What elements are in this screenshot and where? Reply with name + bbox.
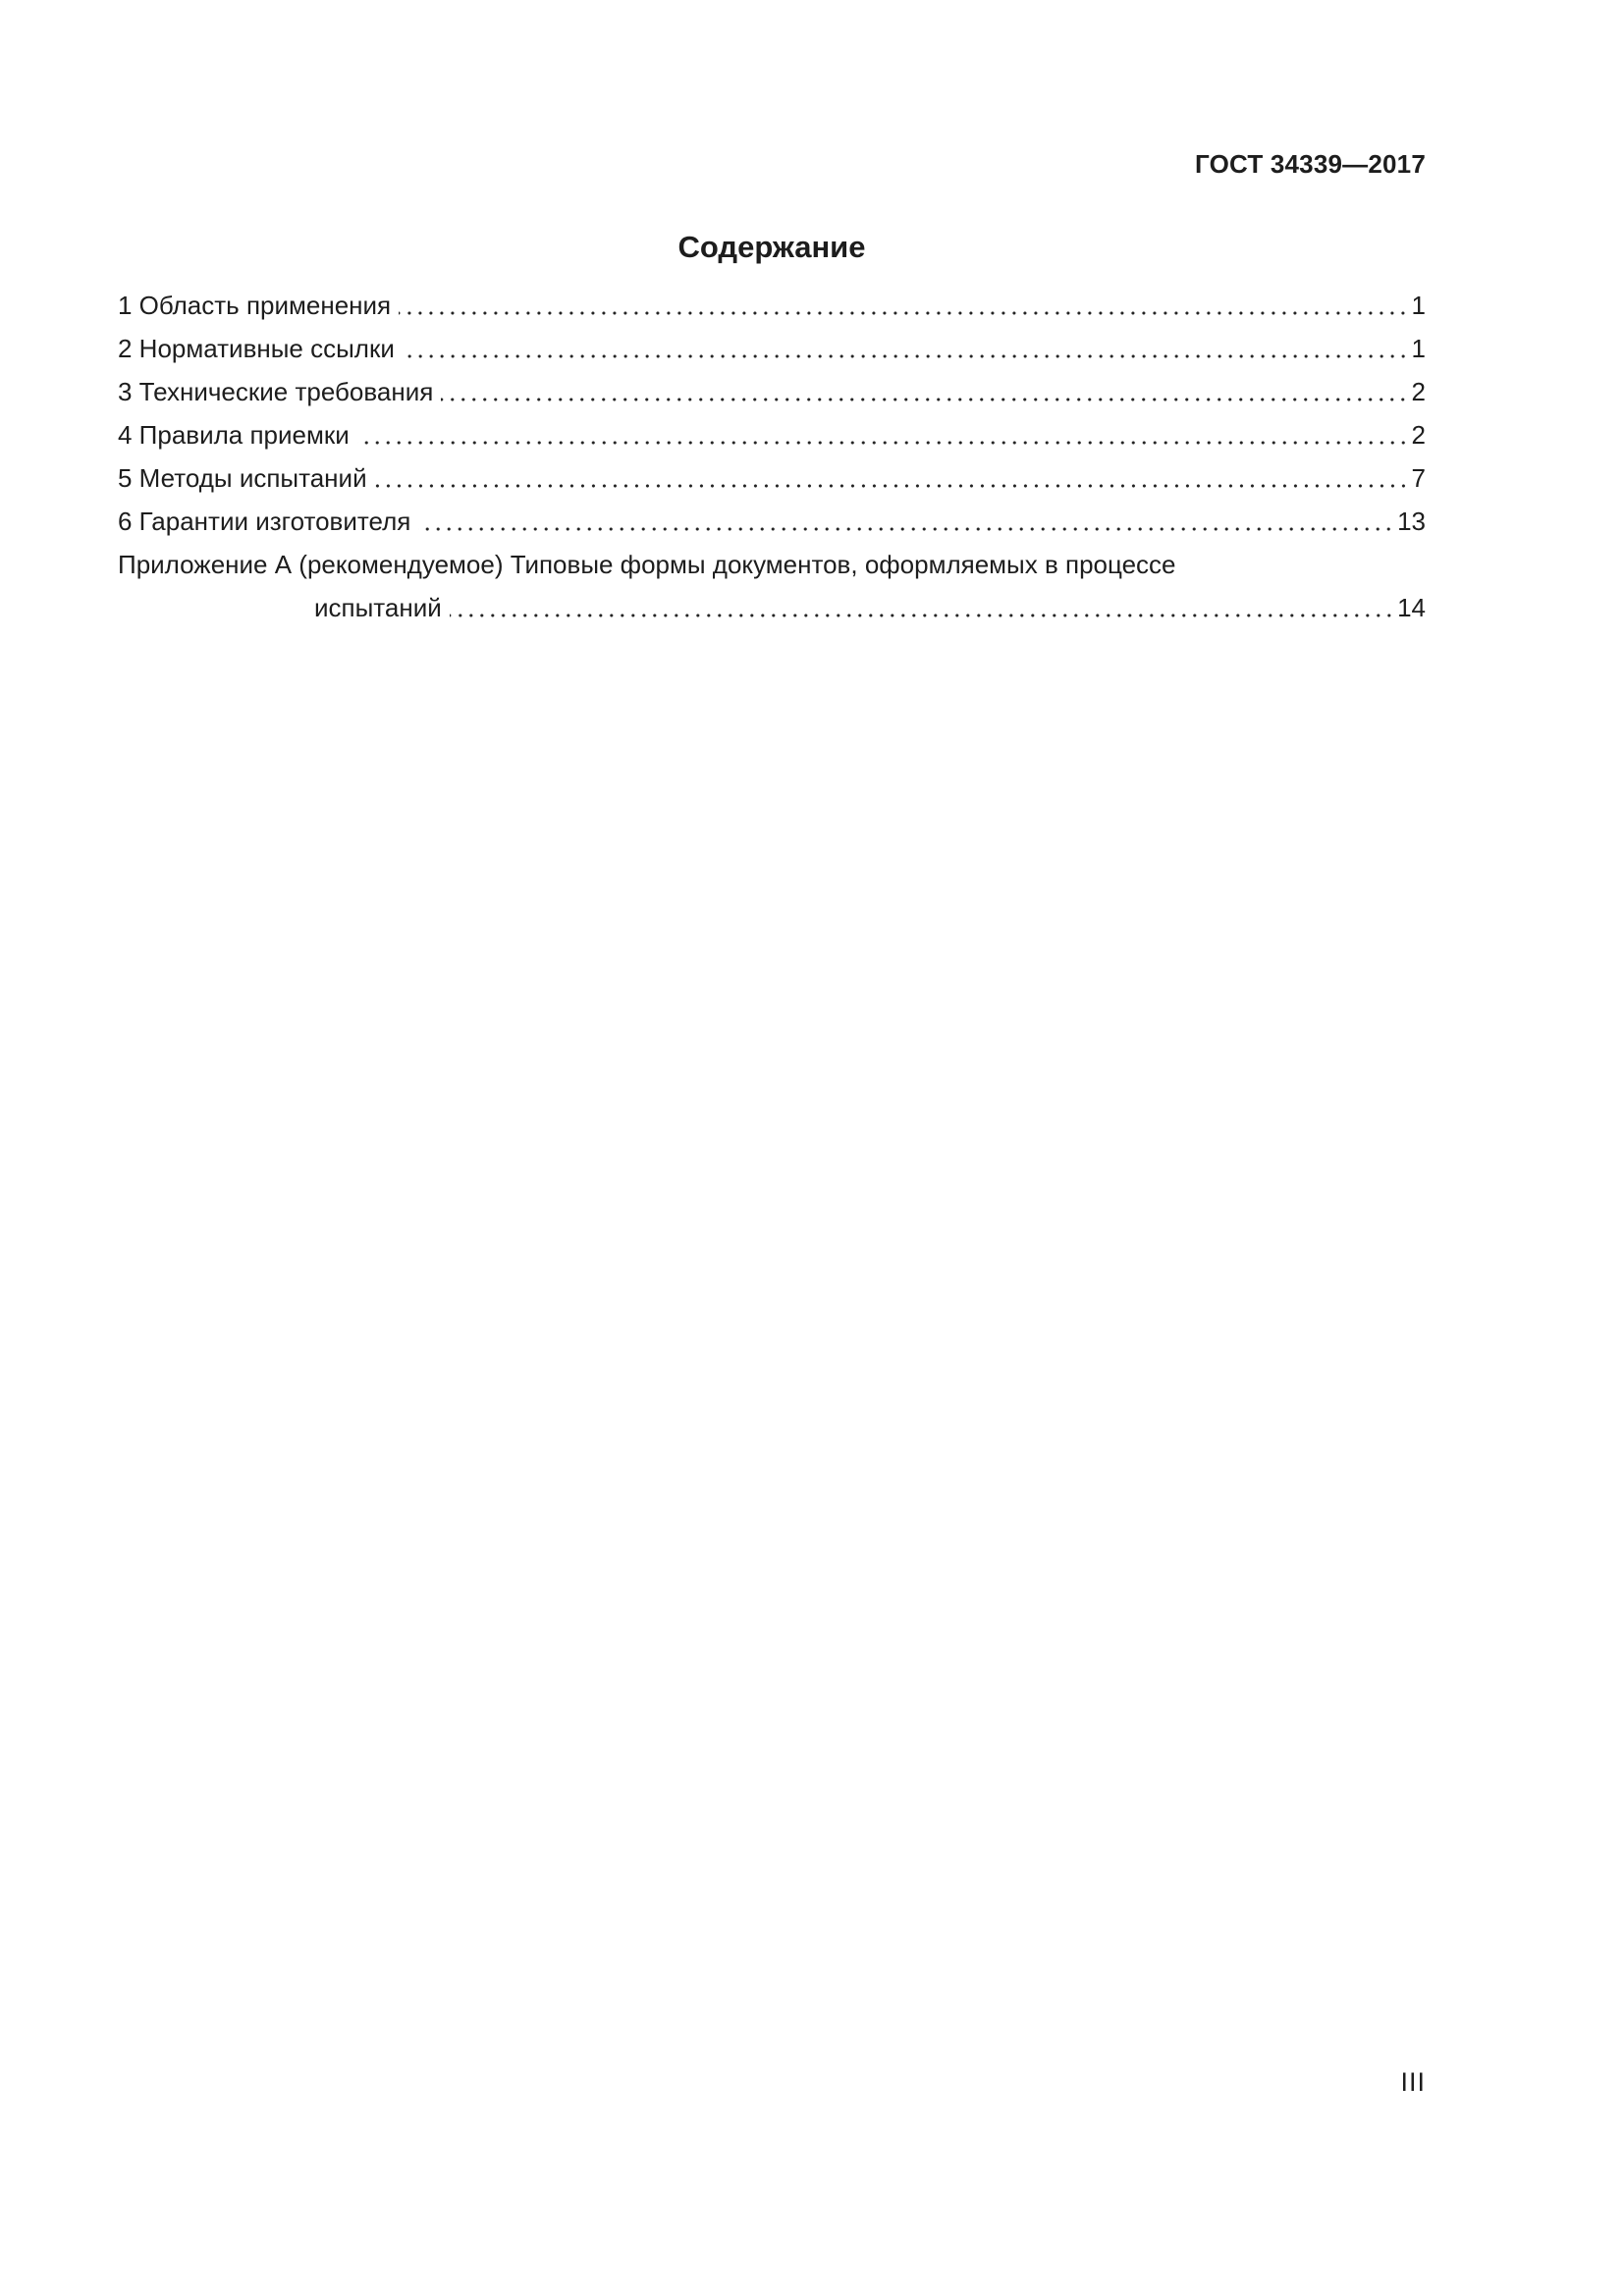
dot-leader [450,586,1397,629]
dot-leader [399,284,1411,327]
table-of-contents [118,284,1426,629]
toc-entry [118,456,1426,500]
folio-page-number: III [1400,2067,1426,2097]
toc-entry-appendix-line2 [118,586,1426,629]
toc-entry-label: 6 Гарантии изготовителя [118,507,411,536]
dot-leader [403,327,1412,370]
toc-entry-label: 5 Методы испытаний [118,463,367,493]
page-title: Содержание [677,230,866,264]
toc-entry-page: 1 [1411,334,1426,363]
dot-leader [375,456,1412,500]
toc-entry-label: Приложение А (рекомендуемое) Типовые формы документов, оформляемых в процессе [118,550,1176,579]
toc-entry-page: 13 [1397,507,1426,536]
toc-entry-page: 2 [1411,377,1426,406]
toc-entry [118,370,1426,413]
toc-entry-label: 4 Правила приемки [118,420,350,450]
toc-entry [118,413,1426,456]
toc-entry-page: 14 [1397,593,1426,622]
page-content [118,149,1426,629]
toc-entry-page: 2 [1411,420,1426,450]
toc-entry-label: 2 Нормативные ссылки [118,334,395,363]
dot-leader [357,413,1412,456]
toc-entry-label: 1 Область применения [118,291,392,320]
toc-entry-appendix-line1 [118,543,1426,586]
toc-entry-label: 3 Технические требования [118,377,434,406]
toc-entry-page: 7 [1411,463,1426,493]
document-designation: ГОСТ 34339—2017 [1195,149,1426,179]
toc-entry-label: испытаний [314,593,442,622]
toc-entry [118,327,1426,370]
dot-leader [418,500,1397,543]
dot-leader [441,370,1411,413]
toc-entry-page: 1 [1411,291,1426,320]
toc-entry [118,284,1426,327]
toc-entry [118,500,1426,543]
